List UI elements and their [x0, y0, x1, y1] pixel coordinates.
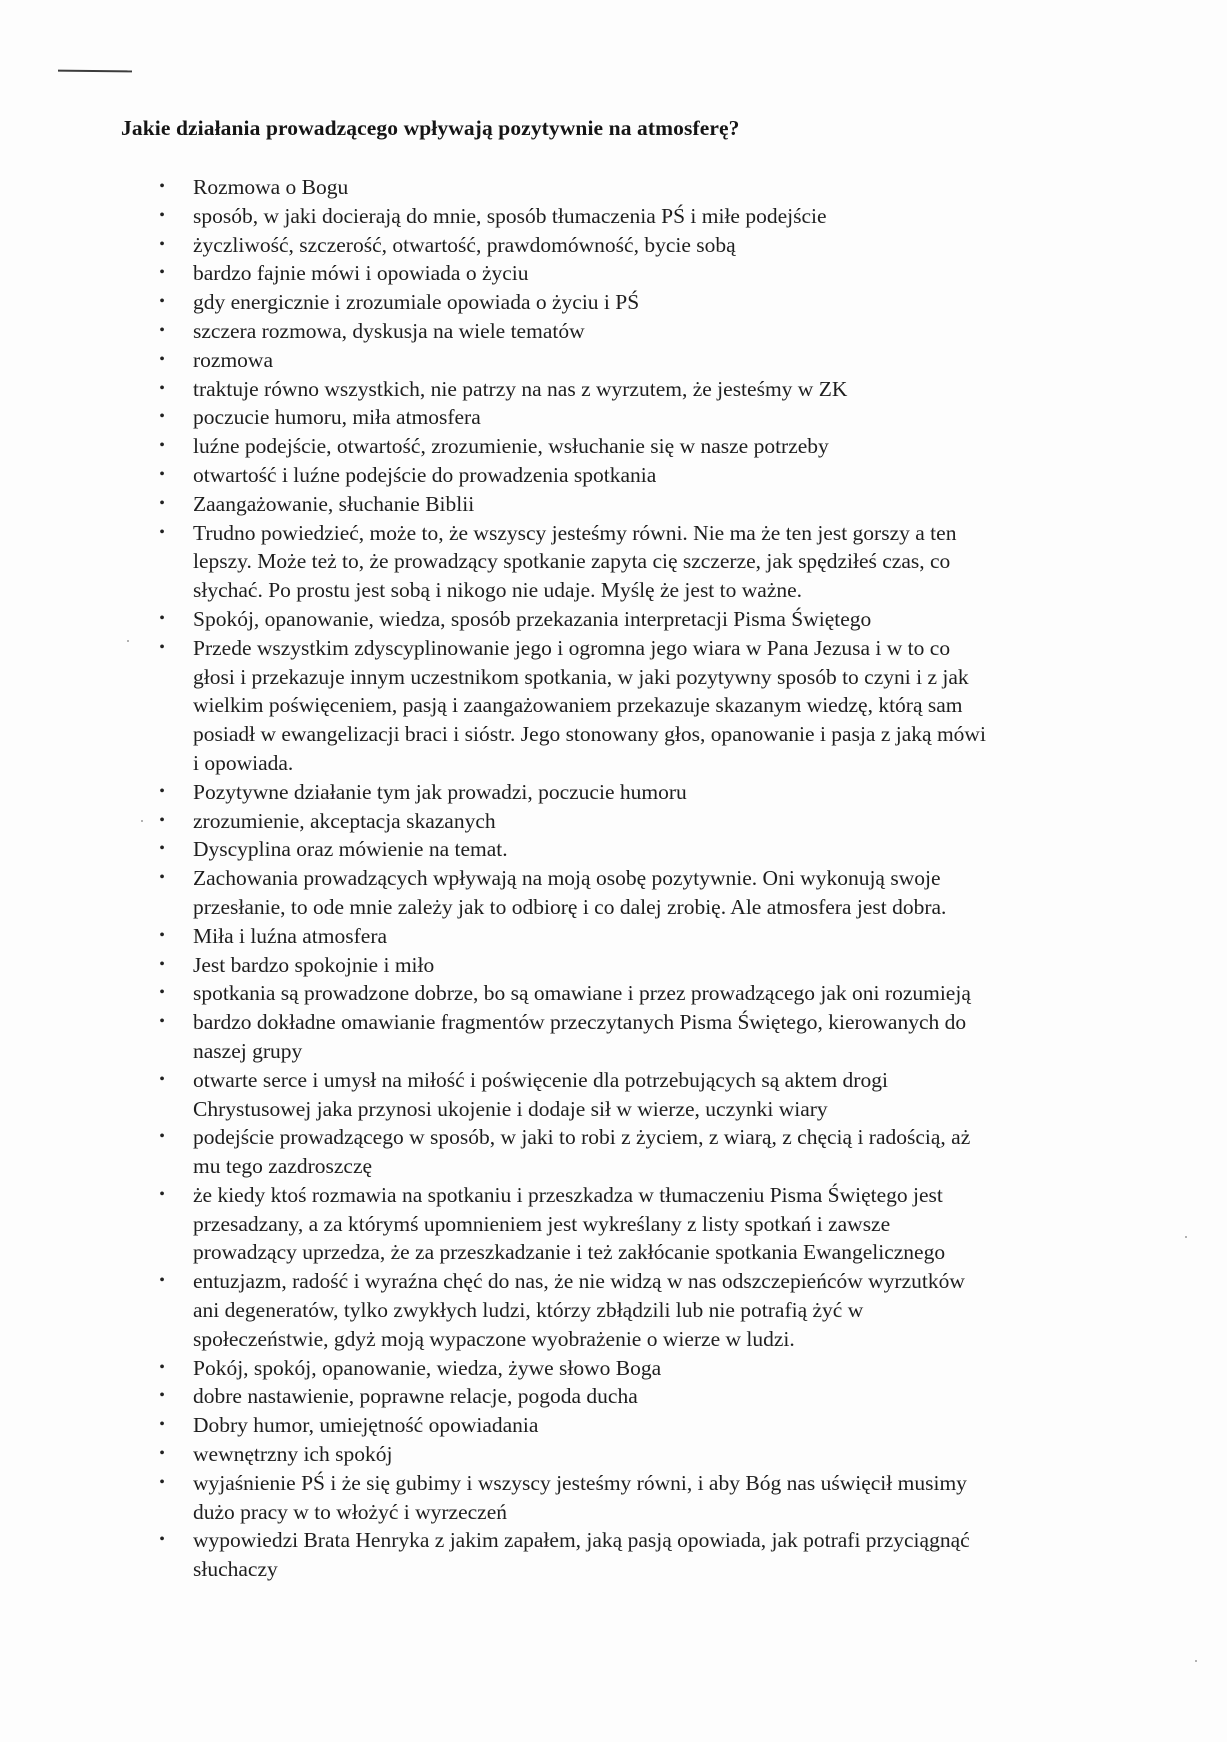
answer-item — [0, 1469, 1227, 1527]
answer-item — [0, 1440, 1227, 1469]
answer-item — [0, 1382, 1227, 1411]
answer-line: przesłanie, to ode mnie zależy jak to odbiorę i co dalej zrobię. Ale atmosfera jest dobra. — [193, 894, 947, 919]
answer-item — [0, 835, 1227, 864]
answer-line: podejście prowadzącego w sposób, w jaki to robi z życiem, z wiarą, z chęcią i radością, aż — [193, 1125, 971, 1150]
bullet-icon: • — [159, 840, 165, 858]
answer-item — [0, 634, 1227, 778]
answer-item — [0, 375, 1227, 404]
answer-item — [0, 231, 1227, 260]
answer-line: dużo pracy w to włożyć i wyrzeczeń — [193, 1499, 507, 1524]
answer-line: Jest bardzo spokojnie i miło — [193, 952, 435, 977]
bullet-icon: • — [159, 523, 165, 541]
answer-line: Miła i luźna atmosfera — [193, 923, 388, 948]
bullet-icon: • — [159, 1445, 165, 1463]
bullet-icon: • — [159, 1185, 165, 1203]
answer-item — [0, 778, 1227, 807]
answer-item — [0, 922, 1227, 951]
answer-item — [0, 979, 1227, 1008]
answer-item — [0, 346, 1227, 375]
scan-speck — [1195, 1660, 1197, 1662]
bullet-icon: • — [159, 1128, 165, 1146]
answer-item — [0, 864, 1227, 922]
answer-item — [0, 202, 1227, 231]
bullet-icon: • — [159, 782, 165, 800]
answer-line: lepszy. Może też to, że prowadzący spotkanie zapyta cię szczerze, jak spędziłeś czas, co — [193, 549, 951, 574]
bullet-icon: • — [159, 379, 165, 397]
bullet-icon: • — [159, 350, 165, 368]
answer-line: Chrystusowej jaka przynosi ukojenie i dodaje sił w wierze, uczynki wiary — [193, 1096, 828, 1121]
answer-line: spotkania są prowadzone dobrze, bo są omawiane i przez prowadzącego jak oni rozumieją — [193, 981, 971, 1006]
answer-line: wypowiedzi Brata Henryka z jakim zapałem, jaką pasją opowiada, jak potrafi przyciągnąć — [193, 1528, 970, 1553]
answer-item — [0, 1008, 1227, 1066]
answer-item — [0, 1411, 1227, 1440]
answer-item — [0, 951, 1227, 980]
bullet-icon: • — [159, 984, 165, 1002]
bullet-icon: • — [159, 465, 165, 483]
answer-item — [0, 605, 1227, 634]
answer-line: otwartość i luźne podejście do prowadzenia spotkania — [193, 462, 657, 487]
answers-list — [0, 173, 1227, 1584]
answer-line: że kiedy ktoś rozmawia na spotkaniu i przeszkadza w tłumaczeniu Pisma Świętego jest — [193, 1182, 943, 1207]
answer-item — [0, 1354, 1227, 1383]
answer-line: bardzo dokładne omawianie fragmentów przeczytanych Pisma Świętego, kierowanych do — [193, 1010, 967, 1035]
answer-line: słychać. Po prostu jest sobą i nikogo nie udaje. Myślę że jest to ważne. — [193, 578, 803, 603]
answer-line: Dyscyplina oraz mówienie na temat. — [193, 837, 508, 862]
answer-line: Pozytywne działanie tym jak prowadzi, poczucie humoru — [193, 779, 687, 804]
answer-item — [0, 317, 1227, 346]
bullet-icon: • — [159, 955, 165, 973]
answer-item — [0, 1123, 1227, 1181]
bullet-icon: • — [159, 638, 165, 656]
answer-item — [0, 259, 1227, 288]
bullet-icon: • — [159, 293, 165, 311]
answer-line: naszej grupy — [193, 1038, 303, 1063]
answer-line: entuzjazm, radość i wyraźna chęć do nas, że nie widzą w nas odszczepieńców wyrzutków — [193, 1269, 965, 1294]
answer-item — [0, 1526, 1227, 1584]
answer-item — [0, 1181, 1227, 1267]
bullet-icon: • — [159, 1272, 165, 1290]
answer-line: głosi i przekazuje innym uczestnikom spotkania, w jaki pozytywny sposób to czyni i z jak — [193, 664, 969, 689]
answer-line: wyjaśnienie PŚ i że się gubimy i wszyscy jesteśmy równi, i aby Bóg nas uświęcił musimy — [193, 1470, 967, 1495]
bullet-icon: • — [159, 408, 165, 426]
answer-line: luźne podejście, otwartość, zrozumienie, wsłuchanie się w nasze potrzeby — [193, 434, 829, 459]
bullet-icon: • — [159, 1070, 165, 1088]
bullet-icon: • — [159, 206, 165, 224]
page-title: Jakie działania prowadzącego wpływają pozytywnie na atmosferę? — [121, 116, 740, 140]
answer-line: prowadzący uprzedza, że za przeszkadzanie i też zakłócanie spotkania Ewangelicznego — [193, 1240, 946, 1265]
answer-line: dobre nastawienie, poprawne relacje, pogoda ducha — [193, 1384, 638, 1409]
bullet-icon: • — [159, 926, 165, 944]
bullet-icon: • — [159, 1531, 165, 1549]
answer-line: szczera rozmowa, dyskusja na wiele tematów — [193, 318, 585, 343]
answer-item — [0, 490, 1227, 519]
bullet-icon: • — [159, 1387, 165, 1405]
answer-item — [0, 1066, 1227, 1124]
answer-item — [0, 1267, 1227, 1353]
bullet-icon: • — [159, 437, 165, 455]
answer-line: gdy energicznie i zrozumiale opowiada o życiu i PŚ — [193, 290, 640, 315]
answer-line: bardzo fajnie mówi i opowiada o życiu — [193, 261, 529, 286]
answer-item — [0, 403, 1227, 432]
bullet-icon: • — [159, 235, 165, 253]
answer-item — [0, 807, 1227, 836]
answer-line: Zaangażowanie, słuchanie Biblii — [193, 491, 475, 516]
answer-line: wewnętrzny ich spokój — [193, 1442, 393, 1467]
answer-item — [0, 519, 1227, 605]
answer-line: Trudno powiedzieć, może to, że wszyscy jesteśmy równi. Nie ma że ten jest gorszy a ten — [193, 520, 957, 545]
bullet-icon: • — [159, 1358, 165, 1376]
answer-item — [0, 288, 1227, 317]
answer-item — [0, 461, 1227, 490]
answer-line: traktuje równo wszystkich, nie patrzy na nas z wyrzutem, że jesteśmy w ZK — [193, 376, 848, 401]
bullet-icon: • — [159, 609, 165, 627]
answer-line: i opowiada. — [193, 750, 294, 775]
bullet-icon: • — [159, 264, 165, 282]
answer-line: życzliwość, szczerość, otwartość, prawdomówność, bycie sobą — [193, 232, 736, 257]
answer-line: posiadł w ewangelizacji braci i sióstr. Jego stonowany głos, opanowanie i pasja z jaką mówi — [193, 722, 986, 747]
bullet-icon: • — [159, 321, 165, 339]
answer-line: Rozmowa o Bogu — [193, 175, 349, 199]
answer-line: otwarte serce i umysł na miłość i poświęcenie dla potrzebujących są aktem drogi — [193, 1067, 888, 1092]
answer-line: zrozumienie, akceptacja skazanych — [193, 808, 496, 833]
answer-line: Spokój, opanowanie, wiedza, sposób przekazania interpretacji Pisma Świętego — [193, 606, 872, 631]
bullet-icon: • — [159, 1013, 165, 1031]
answer-line: Przede wszystkim zdyscyplinowanie jego i ogromna jego wiara w Pana Jezusa i w to co — [193, 635, 951, 660]
answer-item — [0, 173, 1227, 202]
answer-line: mu tego zazdroszczę — [193, 1154, 373, 1179]
bullet-icon: • — [159, 811, 165, 829]
answer-line: rozmowa — [193, 347, 273, 372]
answer-line: Dobry humor, umiejętność opowiadania — [193, 1413, 539, 1438]
bullet-icon: • — [159, 869, 165, 887]
answer-line: sposób, w jaki docierają do mnie, sposób tłumaczenia PŚ i miłe podejście — [193, 203, 827, 228]
bullet-icon: • — [159, 1473, 165, 1491]
answer-line: poczucie humoru, miła atmosfera — [193, 405, 481, 430]
answer-line: Pokój, spokój, opanowanie, wiedza, żywe słowo Boga — [193, 1355, 662, 1380]
answer-line: ani degeneratów, tylko zwykłych ludzi, którzy zbłądzili lub nie potrafią żyć w — [193, 1298, 864, 1323]
answer-line: wielkim poświęceniem, pasją i zaangażowaniem przekazuje skazanym wiedzę, którą sam — [193, 693, 963, 718]
answer-line: społeczeństwie, gdyż moją wypaczone wyobrażenie o wierze w ludzi. — [193, 1326, 795, 1351]
bullet-icon: • — [159, 178, 165, 195]
scan-mark — [58, 70, 132, 73]
bullet-icon: • — [159, 494, 165, 512]
answer-line: przesadzany, a za którymś upomnieniem jest wykreślany z listy spotkań i zawsze — [193, 1211, 891, 1236]
bullet-icon: • — [159, 1416, 165, 1434]
answer-line: słuchaczy — [193, 1557, 278, 1582]
answer-item — [0, 432, 1227, 461]
answer-line: Zachowania prowadzących wpływają na moją osobę pozytywnie. Oni wykonują swoje — [193, 866, 941, 891]
